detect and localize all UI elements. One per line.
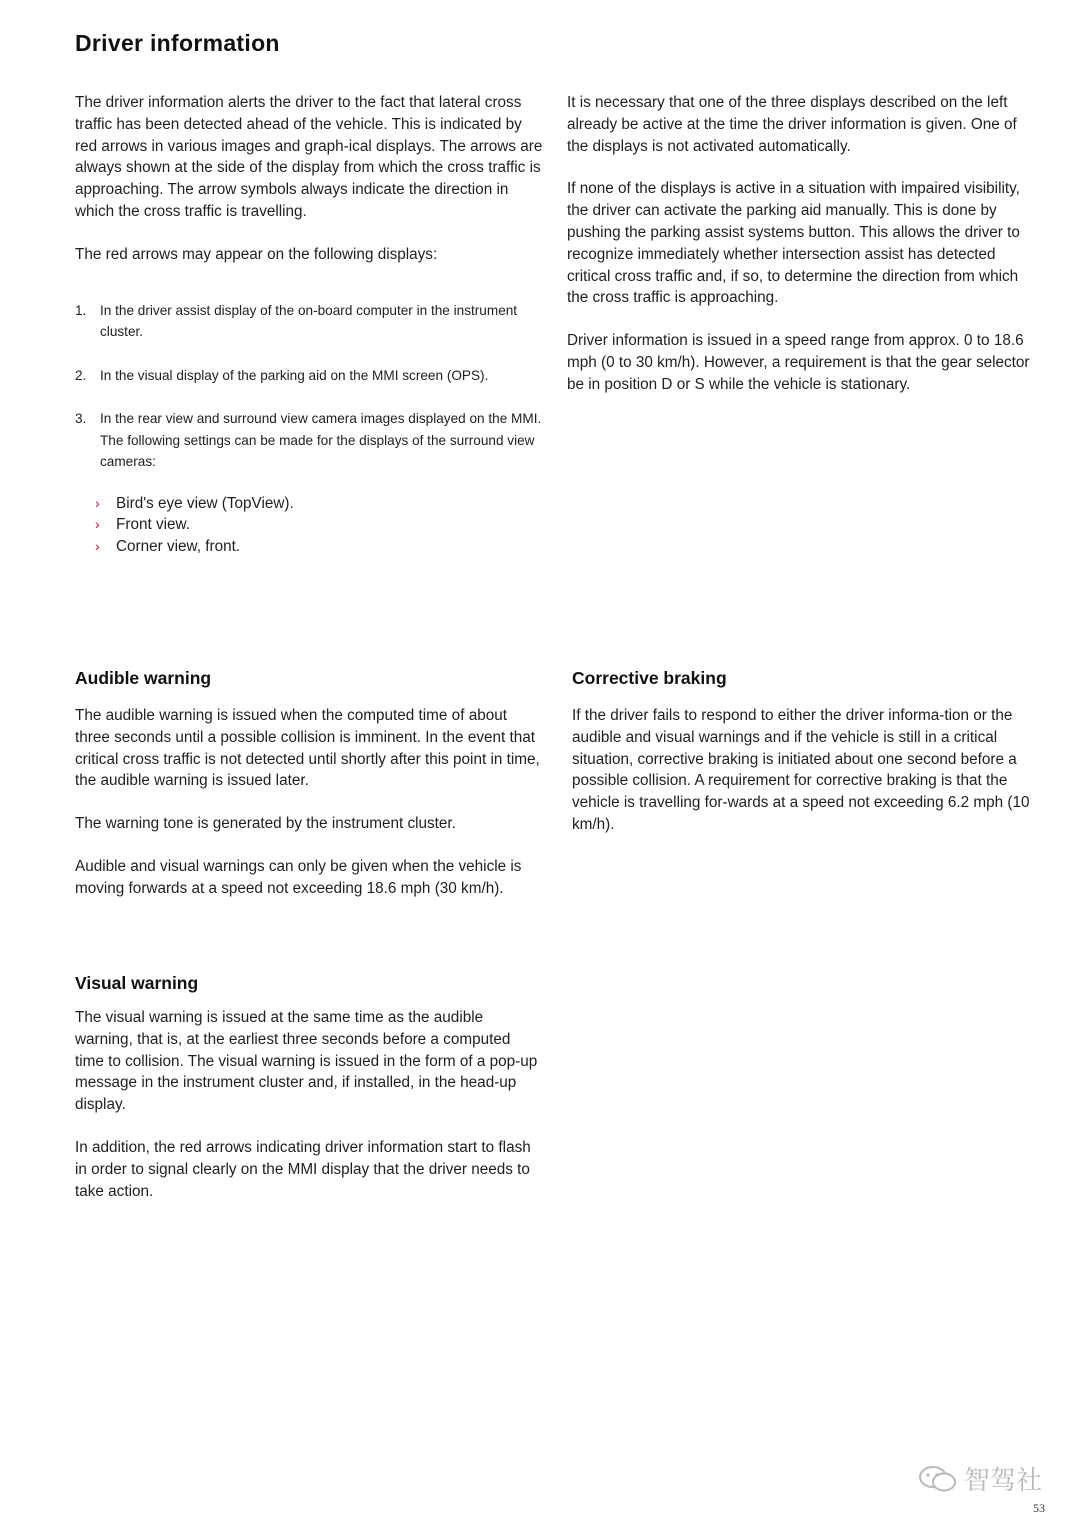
left-column [75,92,545,558]
intro-paragraph: The driver information alerts the driver to the fact that lateral cross traffic has been detected ahead of the vehicle. This is indicated by red arrows in various images and graph-ical displays. The arrows are always shown at the side of the display from which the cross traffic is approaching. The arrow symbols always indicate the direction in which the cross traffic is travelling. [75,94,543,220]
list-text: In the driver assist display of the on-board computer in the instrument cluster. [100,302,518,340]
list-item [75,300,545,343]
chevron-right-icon: › [95,494,100,511]
audible-paragraph-2: The warning tone is generated by the instrument cluster. [75,815,456,833]
list-number: 1. [75,302,87,318]
speed-range-paragraph: Driver information is issued in a speed range from approx. 0 to 18.6 mph (0 to 30 km/h). However, a requirement is that the gear selector be in position D or S while the vehicle is stationary. [567,332,1030,393]
wechat-icon [918,1464,958,1494]
sublist-text: Bird's eye view (TopView). [116,494,294,512]
list-text: In the rear view and surround view camera images displayed on the MMI. The following settings can be made for the displays of the surround view cameras: [100,411,542,470]
right-column [567,92,1032,417]
watermark-text: 智驾社 [964,1465,1043,1495]
corrective-paragraph: If the driver fails to respond to either the driver informa-tion or the audible and visual warnings and if the vehicle is still in a critical situation, corrective braking is initiated about one second before a possible collision. A requirement for corrective braking is that the vehicle is travelling for-wards at a speed not exceeding 6.2 mph (10 km/h). [572,707,1030,833]
audible-paragraph-1: The audible warning is issued when the computed time of about three seconds until a possible collision is imminent. In the event that critical cross traffic is not detected until shortly after this point in time, the audible warning is issued later. [75,707,540,790]
watermark [918,1460,1042,1497]
sublist-text: Corner view, front. [116,538,241,556]
chevron-right-icon: › [95,516,100,533]
camera-view-list [95,493,545,558]
manual-activation-paragraph: If none of the displays is active in a situation with impaired visibility, the driver can activate the parking aid manually. This is done by pushing the parking assist systems button. This allows the driver to recognize immediately whether intersection assist has detected critical cross traffic and, if so, to determine the direction from which the cross traffic is approaching. [567,180,1020,307]
visual-warning-section [75,973,540,1223]
sublist-text: Front view. [116,516,190,534]
audible-paragraph-3: Audible and visual warnings can only be given when the vehicle is moving forwards at a speed not exceeding 18.6 mph (30 km/h). [75,857,522,897]
list-number: 2. [75,367,87,383]
list-number: 3. [75,411,87,427]
visual-paragraph-1: The visual warning is issued at the same time as the audible warning, that is, at the earliest three seconds before a computed time to collision. The visual warning is issued in the form of a pop-up message in the instrument cluster and, if installed, in the head-up display. [75,1009,538,1114]
sublist-item [95,514,545,536]
sublist-item [95,493,545,515]
corrective-braking-heading: Corrective braking [572,668,727,688]
audible-warning-section [75,668,540,921]
corrective-braking-section [572,668,1032,857]
chevron-right-icon: › [95,538,100,555]
displays-active-paragraph: It is necessary that one of the three displays described on the left already be active at the time the driver information is given. One of the displays is not activated automatically. [567,94,1017,155]
visual-warning-heading: Visual warning [75,973,199,993]
page-number: 53 [1033,1501,1045,1515]
sublist-item [95,536,545,558]
list-text: In the visual display of the parking aid on the MMI screen (OPS). [100,367,489,383]
page-title: Driver information [75,30,280,56]
list-item [75,408,545,473]
display-list [75,300,545,473]
red-arrows-lead: The red arrows may appear on the following displays: [75,245,438,263]
audible-warning-heading: Audible warning [75,668,212,688]
visual-paragraph-2: In addition, the red arrows indicating driver information start to flash in order to signal clearly on the MMI display that the driver needs to take action. [75,1138,531,1200]
list-item [75,365,545,387]
